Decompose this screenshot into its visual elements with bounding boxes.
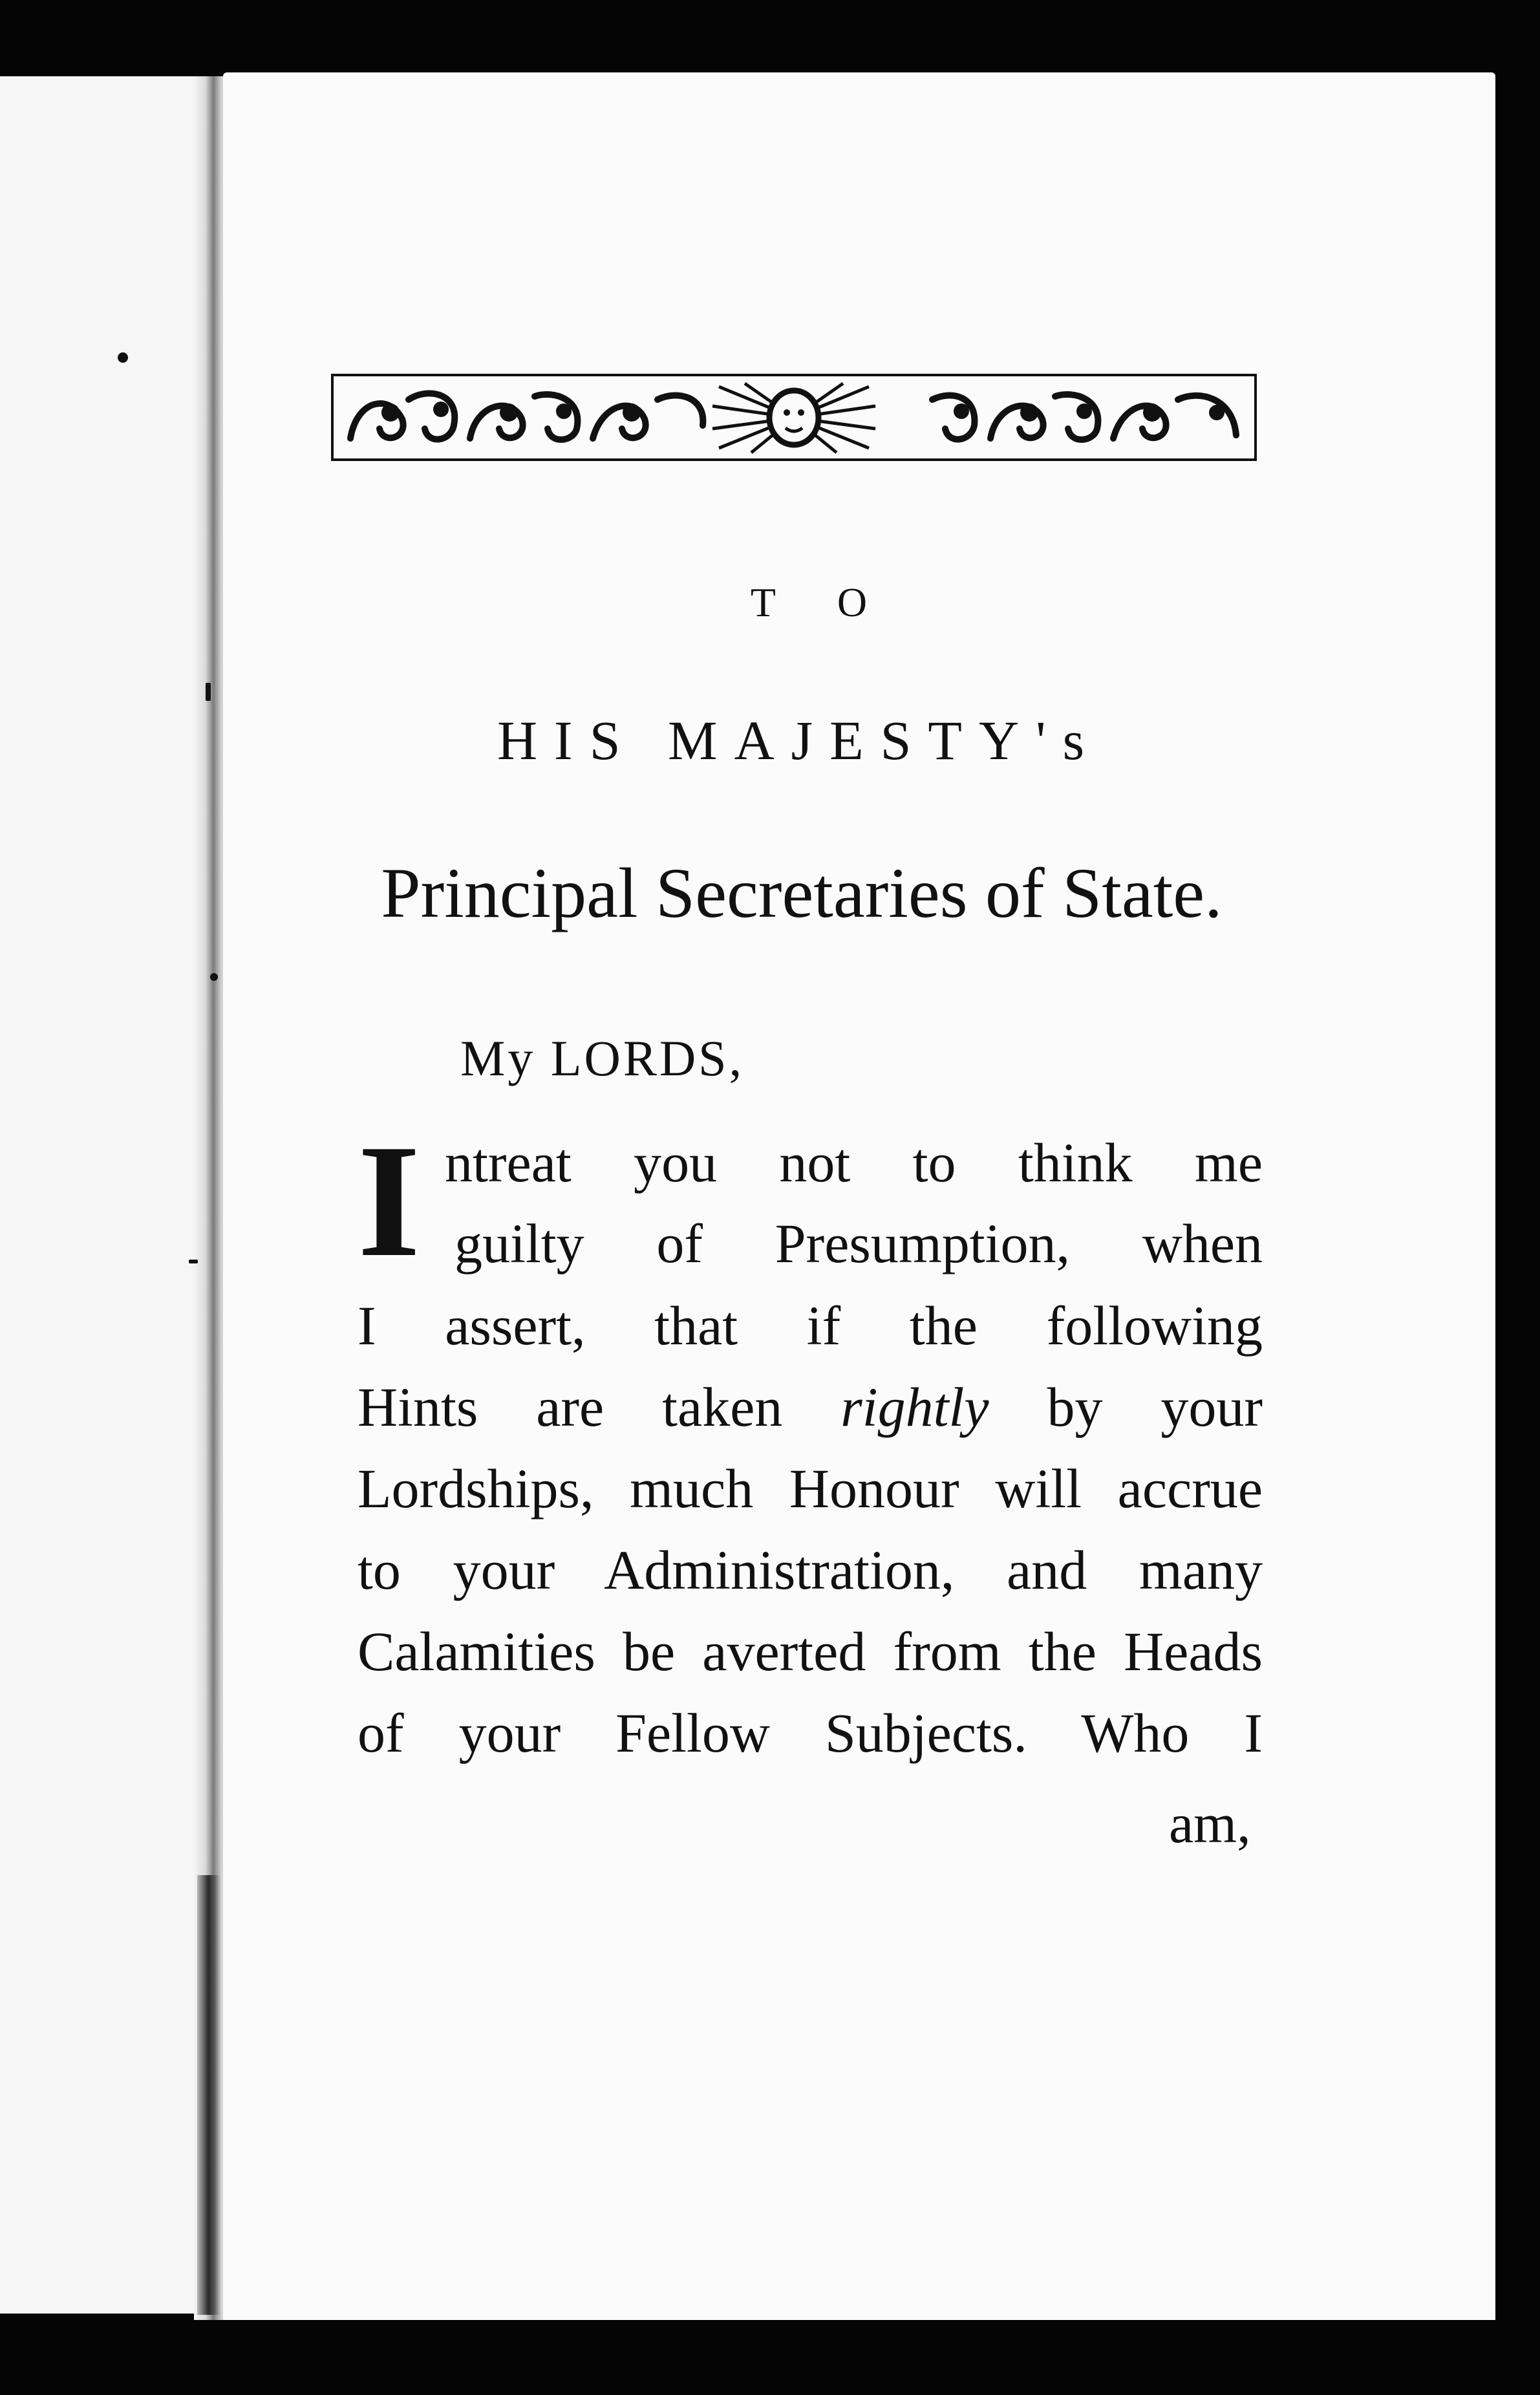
facing-page-edge: [0, 76, 213, 2314]
floral-band-ornament-icon: [331, 374, 1257, 461]
body-line: [358, 1375, 1263, 1439]
ink-speck: [210, 973, 218, 981]
dedication-to: T O: [750, 579, 893, 625]
ink-speck: [189, 1260, 198, 1263]
body-line: ntreat you not to think me: [445, 1132, 1263, 1194]
dedication-majesty: HIS MAJESTY's: [497, 709, 1102, 771]
body-line: Calamities be averted from the Heads: [358, 1620, 1263, 1682]
body-line: I assert, that if the following: [358, 1294, 1263, 1357]
body-line: to your Administration, and many: [358, 1539, 1263, 1601]
body-line: guilty of Presumption, when: [455, 1212, 1263, 1274]
dedication-title: Principal Secretaries of State.: [381, 854, 1223, 932]
ink-speck: [206, 683, 211, 701]
italic-word: rightly: [840, 1376, 989, 1438]
body-line: Lordships, much Honour will accrue: [358, 1457, 1263, 1520]
body-line-part: Hints are taken: [358, 1376, 841, 1438]
binding-shadow: [197, 1875, 222, 2315]
ink-speck: [118, 352, 128, 363]
body-line-part: by your: [989, 1376, 1263, 1438]
salutation: My LORDS,: [460, 1030, 745, 1086]
drop-cap: I: [358, 1112, 421, 1291]
catchword: am,: [1169, 1792, 1251, 1854]
body-line: of your Fellow Subjects. Who I: [358, 1702, 1263, 1764]
